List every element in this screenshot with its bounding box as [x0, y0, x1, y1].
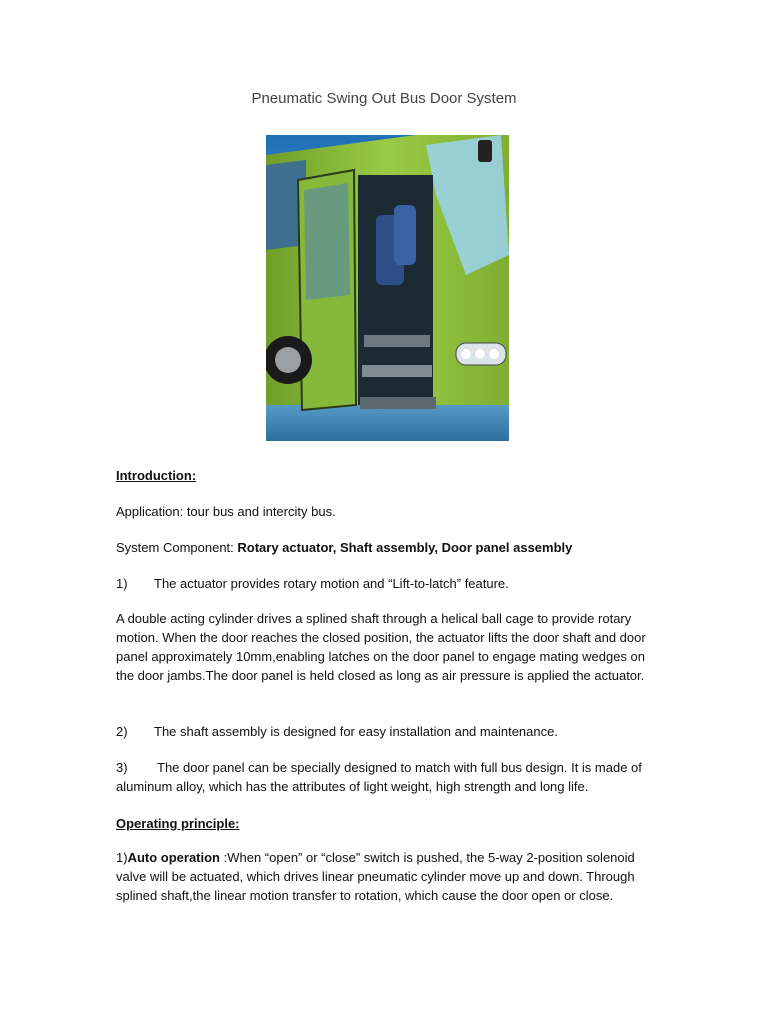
bus-door-photo	[266, 135, 509, 441]
op-text: :When “open” or “close” switch is pushed, the 5-way 2-position solenoid valve will be actuated, which drives linear pneumatic cylinder move up and down. Through splined shaft,the linear motion transfer to rotation, which cause the door open or close.	[116, 850, 635, 903]
application-line: Application: tour bus and intercity bus.	[116, 504, 336, 519]
list-number: 1)	[116, 576, 128, 591]
list-item-text: The shaft assembly is designed for easy installation and maintenance.	[154, 724, 558, 739]
list-item-2	[116, 722, 656, 741]
actuator-paragraph: A double acting cylinder drives a splined shaft through a helical ball cage to provide rotary motion. When the door reaches the closed position, the actuator lifts the door shaft and door panel approximately 10mm,enabling latches on the door panel to engage mating wedges on the door jambs.The door panel is held closed as long as air pressure is applied the actuator.	[116, 611, 646, 683]
list-item-3	[116, 758, 656, 796]
list-number: 3)	[116, 760, 128, 775]
system-component-line	[116, 538, 656, 557]
component-label: System Component:	[116, 540, 238, 555]
operating-heading: Operating principle:	[116, 816, 240, 831]
component-value: Rotary actuator, Shaft assembly, Door panel assembly	[237, 540, 573, 555]
auto-operation-paragraph	[116, 848, 656, 905]
op-prefix: 1)	[116, 850, 128, 865]
introduction-heading: Introduction:	[116, 468, 197, 483]
list-item-text: The actuator provides rotary motion and “Lift-to-latch” feature.	[154, 576, 509, 591]
list-item-text: The door panel can be specially designed to match with full bus design. It is made of aluminum alloy, which has the attributes of light weight, high strength and long life.	[116, 760, 642, 794]
list-number: 2)	[116, 724, 128, 739]
page-title: Pneumatic Swing Out Bus Door System	[251, 90, 517, 107]
list-item-1	[116, 574, 656, 593]
op-bold-label: Auto operation	[127, 850, 220, 865]
